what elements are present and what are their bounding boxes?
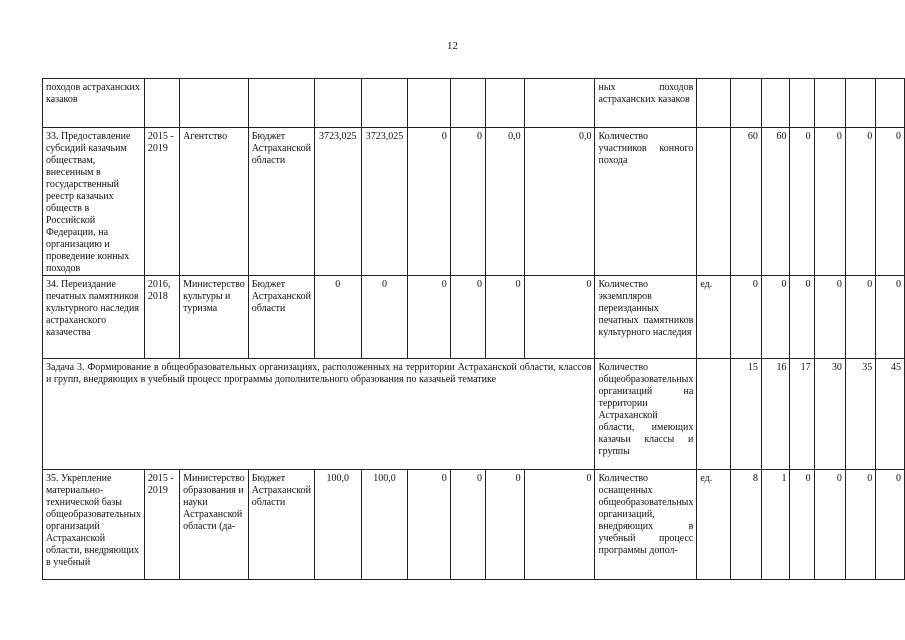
indicator-value-3: 17 [790, 359, 814, 470]
indicator-value-1: 8 [730, 470, 761, 580]
period-cell: 2015 - 2019 [144, 470, 179, 580]
indicator-value-5: 35 [845, 359, 875, 470]
year-2019-cell: 0 [524, 276, 595, 359]
indicator-value-4: 0 [814, 128, 845, 276]
unit-cell: ед. [697, 276, 730, 359]
source-cell: Бюджет Астраханской области [248, 276, 314, 359]
indicator-value-2: 0 [761, 276, 790, 359]
period-cell: 2015 - 2019 [144, 128, 179, 276]
year-2016-cell: 0 [408, 276, 450, 359]
executor-cell: Министерство культуры и туризма [180, 276, 249, 359]
indicator-cell: Количество экземпляров переизданных печатных памятников культурного наследия [595, 276, 697, 359]
indicator-value-4: 0 [814, 470, 845, 580]
indicator-value-6: 0 [876, 470, 905, 580]
indicator-value-5: 0 [845, 276, 875, 359]
executor-cell: Агентство [180, 128, 249, 276]
indicator-value-6: 0 [876, 128, 905, 276]
measure-name-cell: походов астраханских казаков [43, 79, 145, 128]
indicator-cell: Количество общеобразовательных организаций на территории Астраханской области, имеющих казачьи классы и группы [595, 359, 697, 470]
indicator-cell: ных походов астраханских казаков [595, 79, 697, 128]
year-2015-cell: 3723,025 [361, 128, 408, 276]
indicator-value-6: 0 [876, 276, 905, 359]
table-row-continuation [43, 79, 905, 128]
indicator-value-2: 60 [761, 128, 790, 276]
indicator-value-1: 0 [730, 276, 761, 359]
indicator-value-6: 45 [876, 359, 905, 470]
unit-cell: ед. [697, 470, 730, 580]
year-2017-cell: 0 [450, 470, 485, 580]
indicator-cell: Количество участников конного похода [595, 128, 697, 276]
table-row-task-3 [43, 359, 905, 470]
indicator-value-5: 0 [845, 470, 875, 580]
indicator-value-1: 60 [730, 128, 761, 276]
year-2018-cell: 0 [485, 276, 524, 359]
source-cell: Бюджет Астраханской области [248, 470, 314, 580]
year-2015-cell: 100,0 [361, 470, 408, 580]
measure-name-cell: 33. Предоставление субсидий казачьим обществам, внесенным в государственный реестр казачьих обществ в Российской Федерации, на организацию и проведение конных походов [43, 128, 145, 276]
indicator-value-1: 15 [730, 359, 761, 470]
measure-name-cell: 35. Укрепление материально-технической базы общеобразовательных организаций Астраханской области, внедряющих в учебный [43, 470, 145, 580]
year-2016-cell: 0 [408, 470, 450, 580]
total-cell: 0 [314, 276, 361, 359]
table-row-33 [43, 128, 905, 276]
year-2016-cell: 0 [408, 128, 450, 276]
year-2018-cell: 0,0 [485, 128, 524, 276]
indicator-value-4: 0 [814, 276, 845, 359]
year-2019-cell: 0 [524, 470, 595, 580]
source-cell: Бюджет Астраханской области [248, 128, 314, 276]
indicator-value-3: 0 [790, 470, 814, 580]
total-cell: 100,0 [314, 470, 361, 580]
indicator-value-4: 30 [814, 359, 845, 470]
indicator-value-3: 0 [790, 128, 814, 276]
indicator-value-5: 0 [845, 128, 875, 276]
program-measures-table [42, 78, 905, 580]
unit-cell [697, 128, 730, 276]
indicator-cell: Количество оснащенных общеобразовательных организаций, внедряющих в учебный процесс программы допол- [595, 470, 697, 580]
period-cell: 2016, 2018 [144, 276, 179, 359]
indicator-value-2: 16 [761, 359, 790, 470]
year-2017-cell: 0 [450, 276, 485, 359]
measure-name-cell: 34. Переиздание печатных памятников культурного наследия астраханского казачества [43, 276, 145, 359]
executor-cell: Министерство образования и науки Астраханской области (да- [180, 470, 249, 580]
unit-cell [697, 359, 730, 470]
year-2018-cell: 0 [485, 470, 524, 580]
table-row-35 [43, 470, 905, 580]
task-heading-cell: Задача 3. Формирование в общеобразовательных организациях, расположенных на территории Астраханской области, классов и групп, внедряющих в учебный процесс программы дополнительного образования по казачьей тематике [43, 359, 595, 470]
indicator-value-3: 0 [790, 276, 814, 359]
year-2017-cell: 0 [450, 128, 485, 276]
page-number: 12 [447, 40, 458, 52]
indicator-value-2: 1 [761, 470, 790, 580]
year-2015-cell: 0 [361, 276, 408, 359]
year-2019-cell: 0,0 [524, 128, 595, 276]
total-cell: 3723,025 [314, 128, 361, 276]
table-row-34 [43, 276, 905, 359]
